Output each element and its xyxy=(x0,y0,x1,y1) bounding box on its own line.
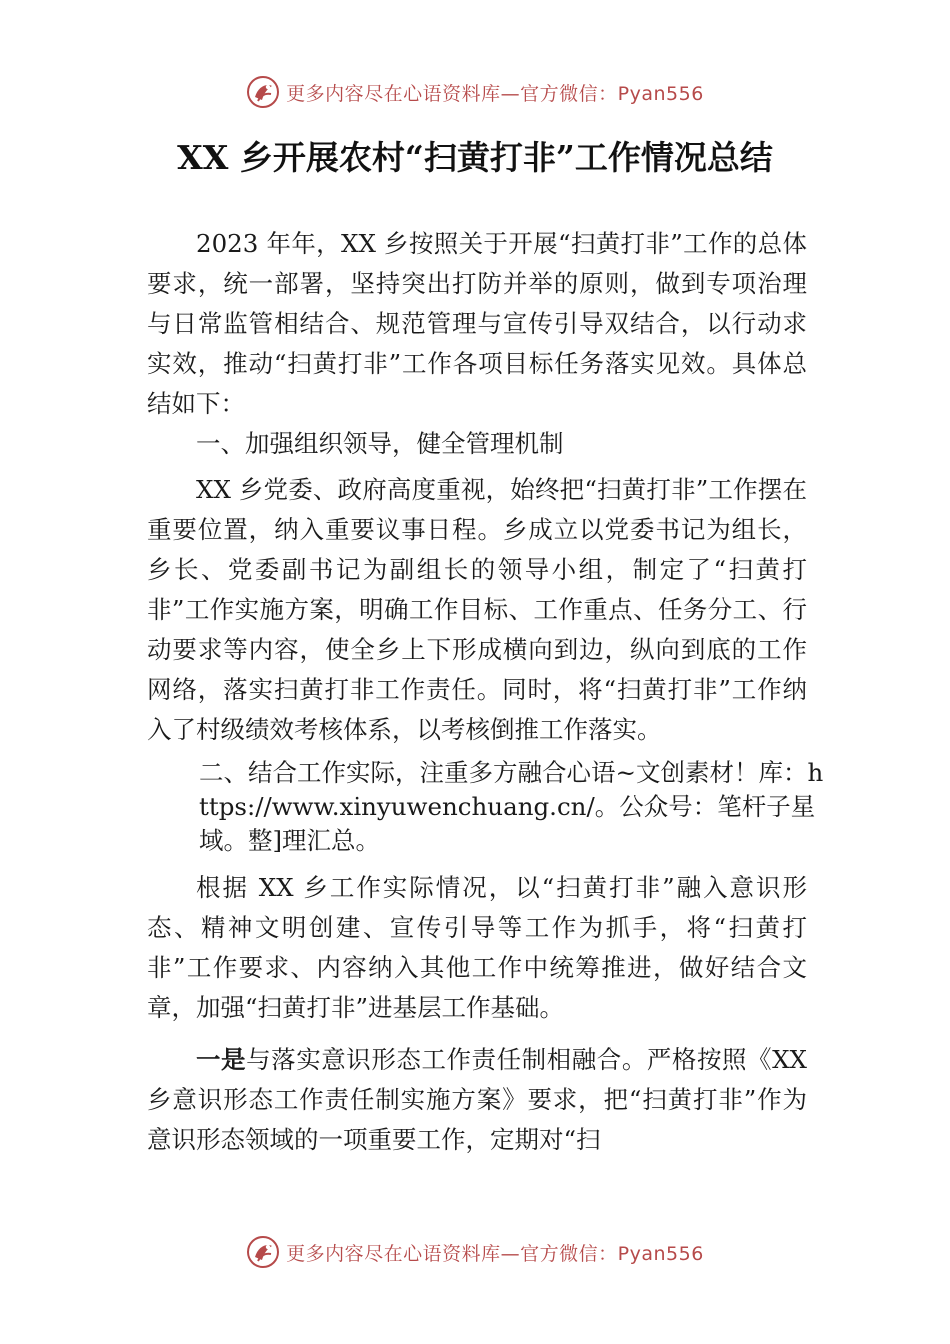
section-1-heading: 一、加强组织领导，健全管理机制 xyxy=(196,429,564,458)
watermark-text: 更多内容尽在心语资料库—官方微信：Pyan556 xyxy=(286,82,704,105)
point-1-body: 与落实意识形态工作责任制相融合。严格按照《XX 乡意识形态工作责任制实施方案》要求，把“扫黄打非”作为意识形态领域的一项重要工作，定期对“扫 xyxy=(147,1045,808,1154)
footer-watermark-banner xyxy=(0,1232,950,1272)
section-1-paragraph: XX 乡党委、政府高度重视，始终把“扫黄打非”工作摆在重要位置，纳入重要议事日程。乡成立以党委书记为组长，乡长、党委副书记为副组长的领导小组，制定了“扫黄打非”工作实施方案，明确工作目标、工作重点、任务分工、行动要求等内容，使全乡上下形成横向到边，纵向到底的工作网络，落实扫黄打非工作责任。同时，将“扫黄打非”工作纳入了村级绩效考核体系，以考核倒推工作落实。 xyxy=(147,475,807,744)
point-1-paragraph xyxy=(147,1040,807,1160)
document-body xyxy=(147,224,824,1160)
intro-paragraph: 2023 年年，XX 乡按照关于开展“扫黄打非”工作的总体要求，统一部署，坚持突出打防并举的原则，做到专项治理与日常监管相结合、规范管理与宣传引导双结合，以行动求实效，推动“扫黄打非”工作各项目标任务落实见效。具体总结如下： xyxy=(147,229,807,418)
section-2-paragraph: 根据 XX 乡工作实际情况，以“扫黄打非”融入意识形态、精神文明创建、宣传引导等工作为抓手，将“扫黄打非”工作要求、内容纳入其他工作中统筹推进，做好结合文章，加强“扫黄打非”进基层工作基础。 xyxy=(147,873,807,1022)
header-watermark-banner xyxy=(0,72,950,112)
point-1-lead: 一是 xyxy=(196,1045,247,1074)
watermark-text: 更多内容尽在心语资料库—官方微信：Pyan556 xyxy=(286,1242,704,1265)
document-title: XX 乡开展农村“扫黄打非”工作情况总结 xyxy=(177,138,773,177)
flower-seal-icon xyxy=(246,1235,280,1269)
flower-seal-icon xyxy=(246,75,280,109)
section-2-heading: 二、结合工作实际，注重多方融合心语~文创素材！库：https://www.xinyuwenchuang.cn/。公众号：笔杆子星域。整]理汇总。 xyxy=(199,758,824,855)
